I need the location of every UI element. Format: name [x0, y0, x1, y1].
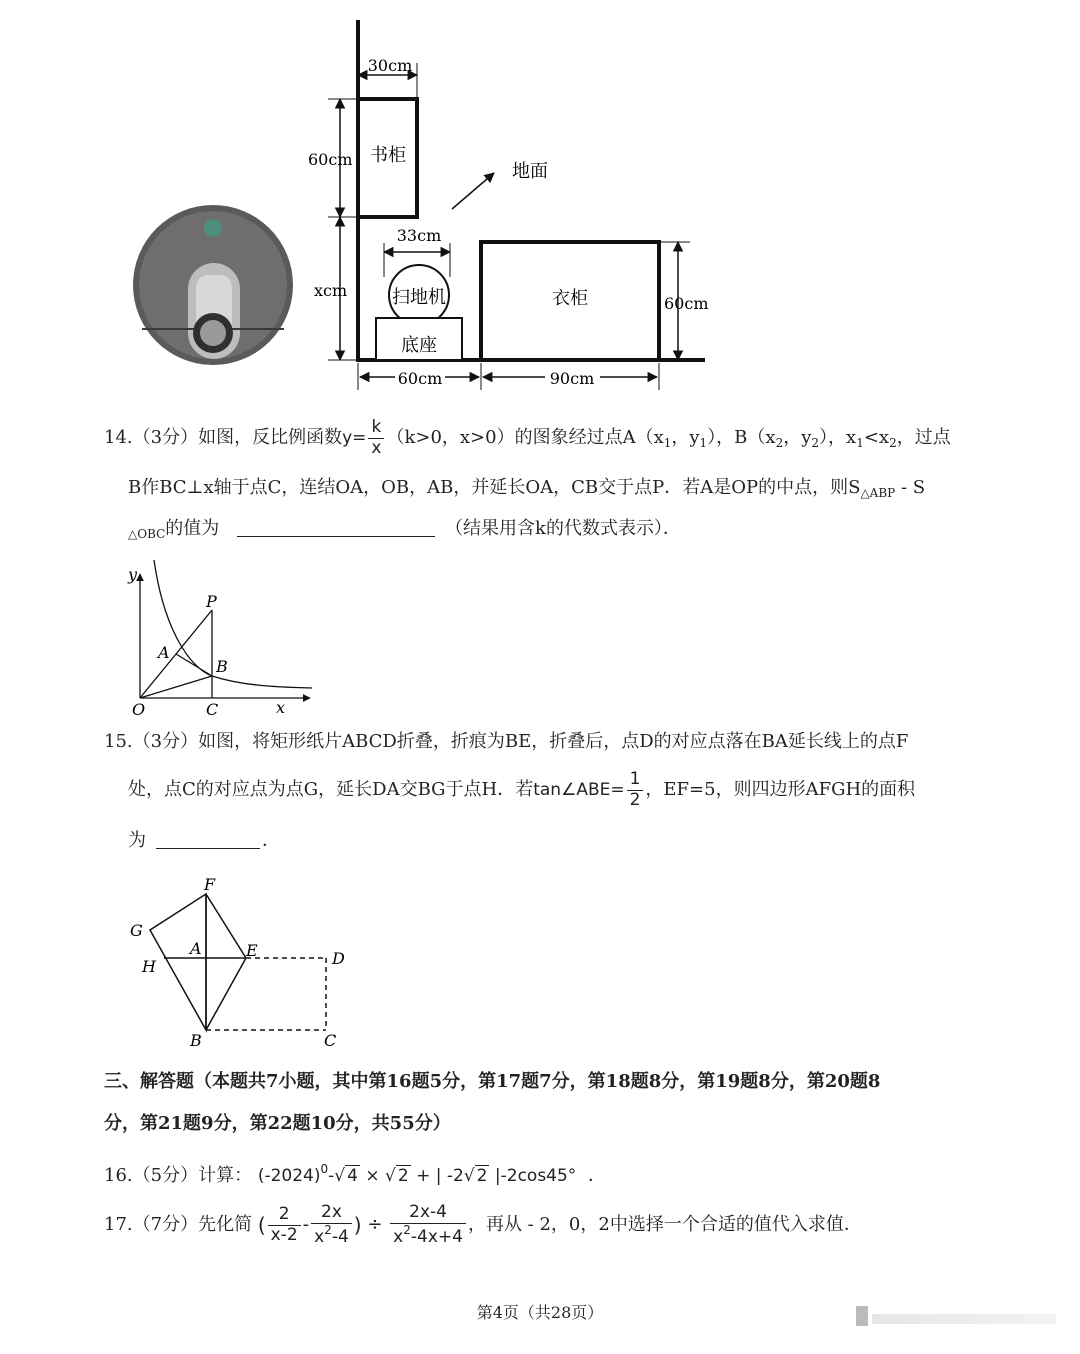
fold-label-H: H [142, 957, 156, 976]
fold-label-B: B [190, 1031, 202, 1050]
page-number: 第4页（共28页） [476, 1303, 604, 1322]
fold-label-E: E [246, 941, 258, 960]
graph-label-P: P [206, 592, 217, 611]
q17-fraction-3: $\frac{2x-4}{x^2-4x+4}$ [390, 1203, 466, 1247]
q16: 16.（5分）计算： $(-2024)^0-√$ 4 × √ 2 + | -2√ 2 |-2cos45° ． [104, 1162, 607, 1186]
fold-label-F: F [204, 875, 216, 894]
fold-label-D: D [332, 949, 345, 968]
q15-line2: 处，点C的对应点为点G，延长DA交BG于点H．若tan∠ABE= $\frac{1}{2}$ ，EF=5，则四边形AFGH的面积 [128, 769, 916, 810]
graph-label-A: A [158, 643, 170, 662]
answer-blank-15[interactable] [156, 847, 260, 849]
section3-line2: 分，第21题9分，第22题10分，共55分） [104, 1113, 451, 1134]
label-90cm: 90cm [549, 369, 595, 388]
answer-blank-14[interactable] [237, 535, 435, 537]
q14-graph [120, 560, 320, 720]
label-60cm-right: 60cm [664, 294, 709, 313]
label-xcm: xcm [314, 281, 348, 300]
graph-label-x: x [276, 698, 286, 717]
watermark-logo [856, 1306, 1056, 1326]
label-33cm: 33cm [396, 226, 442, 245]
section3-line1: 三、解答题（本题共7小题，其中第16题5分，第17题7分，第18题8分，第19题8分，第20题8 [104, 1071, 881, 1092]
label-bookcase: 书柜 [370, 145, 406, 166]
label-60cm-left: 60cm [308, 150, 353, 169]
q17-fraction-1: $\frac{2}{x-2}$ [268, 1205, 301, 1245]
graph-label-y: y [128, 565, 138, 584]
label-base: 底座 [401, 335, 437, 356]
label-60cm-bottom: 60cm [397, 369, 443, 388]
room-layout-diagram [300, 15, 720, 395]
label-robot: 扫地机 [392, 287, 446, 308]
q15-line1: 15.（3分）如图，将矩形纸片ABCD折叠，折痕为BE，折叠后，点D的对应点落在BA延长线上的点F [104, 731, 909, 752]
q16-expression: $(-2024)^0-√$ 4 × √ 2 + | -2√ 2 |-2cos45° [257, 1162, 577, 1186]
q17-fraction-2: $\frac{2x}{x^2-4}$ [311, 1203, 352, 1247]
label-ground: 地面 [512, 161, 548, 182]
robot-vacuum-photo [130, 205, 300, 365]
graph-label-O: O [132, 700, 146, 719]
label-wardrobe: 衣柜 [552, 288, 588, 309]
graph-label-B: B [216, 657, 228, 676]
fraction-k-over-x: $\frac{k}{x}$ [368, 418, 384, 458]
label-30cm: 30cm [367, 56, 413, 75]
q14-line1: 14.（3分）如图，反比例函数y= $\frac{k}{x}$ （k>0，x>0）的图象经过点$A(x_1$，$y_1$），$B(x_2$，$y_2$），$x_1<x_2$，过点 [104, 417, 951, 458]
q14-line2: B作BC⊥x轴于点C，连结OA，OB，AB，并延长OA，CB交于点P．若A是OP的中点，则$S_{\triangle ABP}$ - S [128, 477, 926, 500]
q14-line3: $_{\triangle OBC}$的值为 （结果用含k的代数式表示）． [128, 518, 681, 541]
fold-label-C: C [324, 1031, 337, 1050]
fold-label-G: G [130, 921, 143, 940]
q15-line3: 为 ． [128, 830, 280, 851]
q15-fold-diagram [120, 872, 360, 1052]
graph-label-C: C [206, 700, 219, 719]
fold-label-A: A [190, 939, 202, 958]
fraction-one-half: $\frac{1}{2}$ [627, 770, 644, 810]
q17: 17.（7分）先化简 ( $\frac{2}{x-2}$ - $\frac{2x}{x^2-4}$ ) ÷ $\frac{2x-4}{x^2-4x+4}$ ，再从 - 2，0，2中选择一个合适的值代入求值． [104, 1202, 862, 1247]
